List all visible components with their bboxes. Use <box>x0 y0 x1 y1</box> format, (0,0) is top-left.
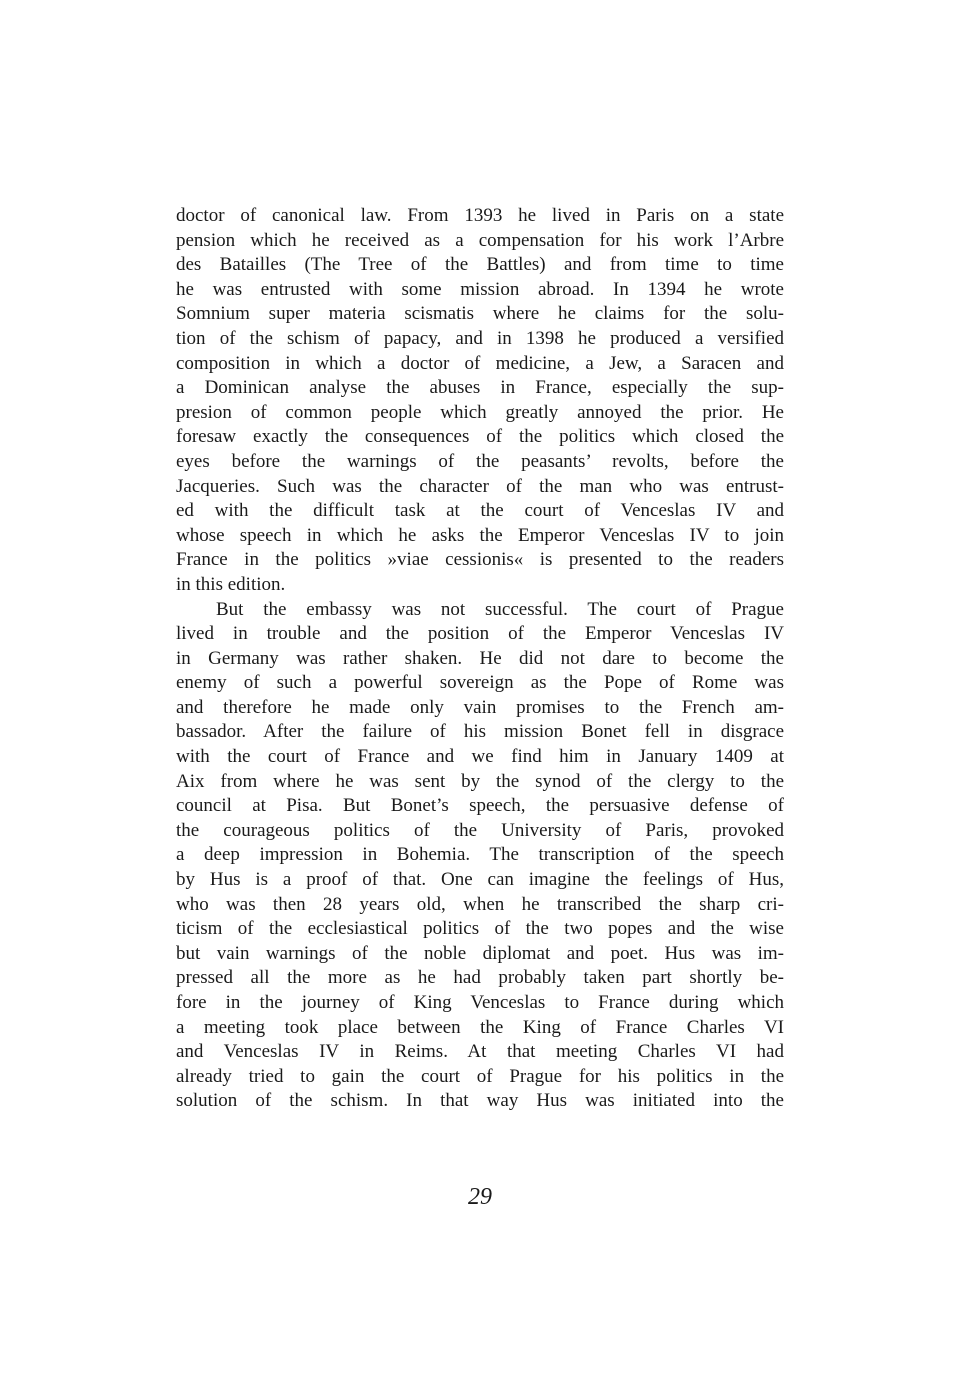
text-line: the courageous politics of the University of Paris, provoked <box>176 819 784 841</box>
text-line: who was then 28 years old, when he transcribed the sharp cri- <box>176 893 784 915</box>
text-line: presion of common people which greatly annoyed the prior. He <box>176 401 784 423</box>
text-line: des Batailles (The Tree of the Battles) and from time to time <box>176 254 784 276</box>
text-line: Jacqueries. Such was the character of the man who was entrust- <box>176 475 784 497</box>
text-line: bassador. After the failure of his mission Bonet fell in disgrace <box>176 721 784 743</box>
text-line: he was entrusted with some mission abroad. In 1394 he wrote <box>176 278 784 300</box>
text-line: whose speech in which he asks the Emperor Venceslas IV to join <box>176 524 784 546</box>
text-line: lived in trouble and the position of the Emperor Venceslas IV <box>176 623 784 645</box>
text-line: ticism of the ecclesiastical politics of the two popes and the wise <box>176 918 784 940</box>
text-line: ed with the difficult task at the court of Venceslas IV and <box>176 500 784 522</box>
text-line: already tried to gain the court of Prague for his politics in the <box>176 1065 784 1087</box>
text-line: and Venceslas IV in Reims. At that meeting Charles VI had <box>176 1041 784 1063</box>
text-line: composition in which a doctor of medicine, a Jew, a Saracen and <box>176 352 784 374</box>
text-line: foresaw exactly the consequences of the politics which closed the <box>176 426 784 448</box>
text-line: and therefore he made only vain promises to the French am- <box>176 696 784 718</box>
text-line: pressed all the more as he had probably taken part shortly be- <box>176 967 784 989</box>
text-line: solution of the schism. In that way Hus was initiated into the <box>176 1090 784 1112</box>
text-line: enemy of such a powerful sovereign as the Pope of Rome was <box>176 672 784 694</box>
text-line: by Hus is a proof of that. One can imagine the feelings of Hus, <box>176 869 784 891</box>
text-line: in this edition. <box>176 573 286 595</box>
text-line: council at Pisa. But Bonet’s speech, the persuasive defense of <box>176 795 784 817</box>
text-line: France in the politics »viae cessionis« is presented to the readers <box>176 549 784 571</box>
text-line: fore in the journey of King Venceslas to France during which <box>176 992 784 1013</box>
text-line: in Germany was rather shaken. He did not dare to become the <box>176 647 784 669</box>
text-line: Aix from where he was sent by the synod of the clergy to the <box>176 770 784 792</box>
text-line: eyes before the warnings of the peasants’ revolts, before the <box>176 450 784 472</box>
body-text <box>176 204 784 1114</box>
text-line: a Dominican analyse the abuses in France, especially the sup- <box>176 377 784 399</box>
text-line: pension which he received as a compensation for his work l’Arbre <box>176 229 784 251</box>
text-line: Somnium super materia scismatis where he claims for the solu- <box>176 303 784 325</box>
text-line: but vain warnings of the noble diplomat and poet. Hus was im- <box>176 942 784 964</box>
text-line: tion of the schism of papacy, and in 1398 he produced a versified <box>176 327 784 349</box>
text-line: a meeting took place between the King of France Charles VI <box>176 1016 784 1038</box>
page-number: 29 <box>468 1184 492 1210</box>
text-line: a deep impression in Bohemia. The transcription of the speech <box>176 844 784 866</box>
text-line: doctor of canonical law. From 1393 he lived in Paris on a state <box>176 205 784 226</box>
text-line: with the court of France and we find him in January 1409 at <box>176 746 784 768</box>
text-line: But the embassy was not successful. The court of Prague <box>216 598 784 620</box>
